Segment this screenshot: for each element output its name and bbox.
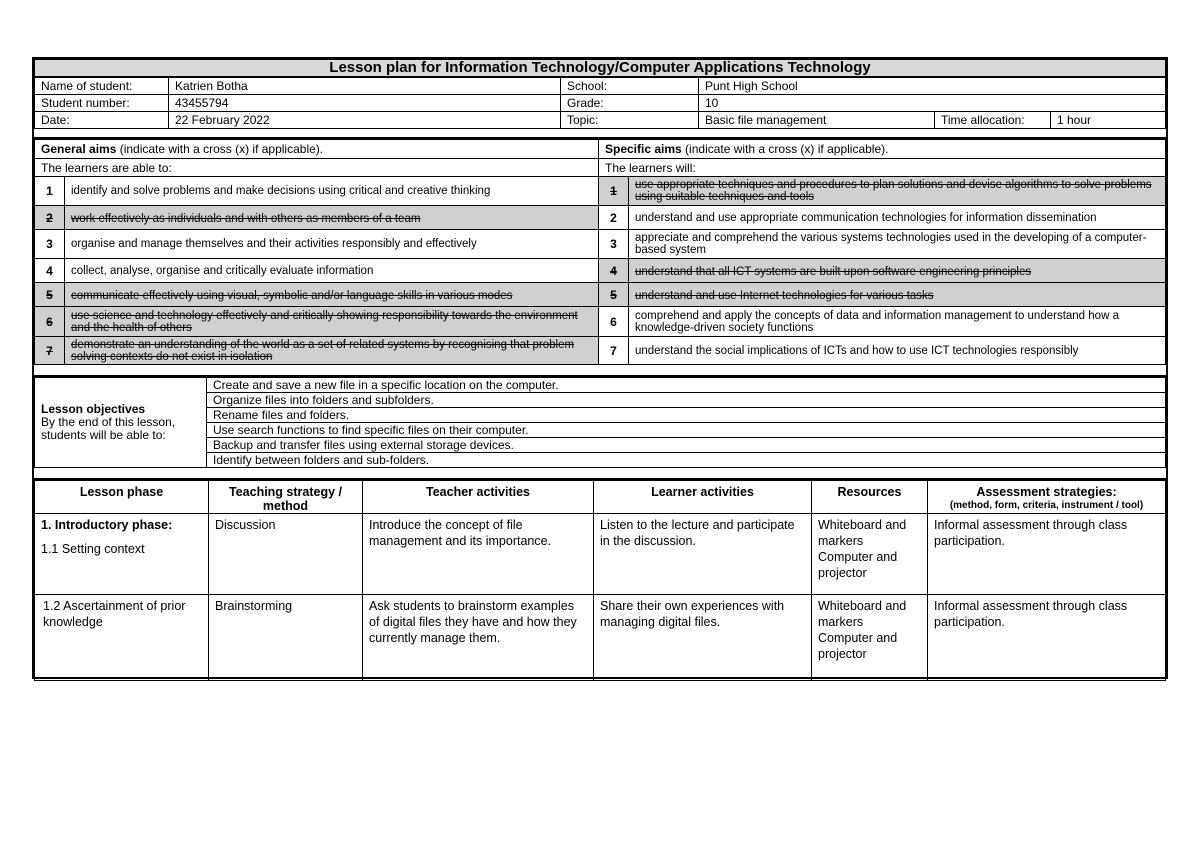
specific-aim-number: 5: [599, 283, 629, 307]
phase-title: 1. Introductory phase:: [41, 518, 173, 532]
school-value: Punt High School: [699, 77, 1166, 95]
phase-section: [34, 478, 1166, 681]
date-label: Date:: [35, 112, 169, 129]
general-aim-number: 1: [35, 177, 65, 206]
specific-aim-cell: [629, 283, 1166, 307]
general-aim-cell: [65, 337, 599, 365]
specific-aim-cell: [629, 307, 1166, 337]
strategy-cell: Discussion: [209, 514, 363, 595]
general-aim-cell: [65, 307, 599, 337]
general-aim-text: organise and manage themselves and their activities responsibly and effectively: [65, 230, 599, 259]
time-value: 1 hour: [1051, 112, 1166, 129]
date-value: 22 February 2022: [169, 112, 561, 129]
general-aims-heading: General aims (indicate with a cross (x) if applicable).: [35, 140, 599, 159]
general-aim-text: collect, analyse, organise and critically evaluate information: [65, 259, 599, 283]
assessment-subtitle: (method, form, criteria, instrument / tool): [949, 500, 1144, 511]
general-aim-number: 6: [35, 307, 65, 337]
name-value: Katrien Botha: [169, 77, 561, 95]
specific-aim-number: 6: [599, 307, 629, 337]
teacher-activity-cell: Ask students to brainstorm examples of digital files they have and how they currently manage them.: [363, 595, 594, 681]
general-aim-cell: [65, 206, 599, 230]
header-lesson-phase: Lesson phase: [35, 481, 209, 514]
topic-label: Topic:: [561, 112, 699, 129]
header-assessment: [928, 481, 1166, 514]
number-label: Student number:: [35, 95, 169, 112]
specific-aims-heading: Specific aims (indicate with a cross (x) if applicable).: [599, 140, 1166, 159]
specific-aim-cell: [629, 177, 1166, 206]
objectives-section: [34, 375, 1166, 468]
general-aim-text: communicate effectively using visual, symbolic and/or language skills in various modes: [71, 289, 513, 302]
specific-aim-number: 4: [599, 259, 629, 283]
objective-item: Create and save a new file in a specific location on the computer.: [207, 378, 1166, 393]
objectives-label: [35, 378, 207, 468]
name-label: Name of student:: [35, 77, 169, 95]
resources-cell: Whiteboard and markers Computer and projector: [812, 514, 928, 595]
general-aim-number: 2: [35, 206, 65, 230]
specific-aim-text: understand and use Internet technologies for various tasks: [635, 289, 934, 302]
topic-value: Basic file management: [699, 112, 935, 129]
school-label: School:: [561, 77, 699, 95]
table-row: [35, 514, 1166, 595]
specific-aim-number: 2: [599, 206, 629, 230]
strategy-cell: Brainstorming: [209, 595, 363, 681]
time-label: Time allocation:: [935, 112, 1051, 129]
grade-label: Grade:: [561, 95, 699, 112]
phase-cell: [35, 595, 209, 681]
specific-aim-number: 1: [599, 177, 629, 206]
phase-cell: [35, 514, 209, 595]
general-aim-cell: [65, 283, 599, 307]
header-teaching-strategy: Teaching strategy / method: [209, 481, 363, 514]
specific-aim-number: 7: [599, 337, 629, 365]
specific-aim-number: 3: [599, 230, 629, 259]
objectives-heading: Lesson objectives: [41, 402, 146, 416]
header-learner-activities: Learner activities: [594, 481, 812, 514]
assessment-cell: Informal assessment through class participation.: [928, 595, 1166, 681]
teacher-activity-cell: Introduce the concept of file management and its importance.: [363, 514, 594, 595]
general-aim-text: work effectively as individuals and with others as members of a team: [71, 212, 421, 225]
specific-aim-text: use appropriate techniques and procedures to plan solutions and devise algorithms to solve problems using suitable techniques and tools: [635, 179, 1152, 203]
lesson-plan-document: [32, 57, 1168, 679]
general-aim-text: identify and solve problems and make decisions using critical and creative thinking: [65, 177, 599, 206]
number-value: 43455794: [169, 95, 561, 112]
general-aim-text: demonstrate an understanding of the world as a set of related systems by recognising that problem solving contexts do not exist in isolation: [71, 338, 575, 363]
header-section: [34, 59, 1166, 129]
specific-aim-text: understand that all ICT systems are built upon software engineering principles: [635, 265, 1032, 278]
header-teacher-activities: Teacher activities: [363, 481, 594, 514]
objective-item: Use search functions to find specific files on their computer.: [207, 423, 1166, 438]
specific-aim-text: comprehend and apply the concepts of data and information management to understand how a knowledge-driven society functions: [635, 309, 1119, 334]
phase-subtitle: 1.1 Setting context: [41, 542, 145, 556]
learner-activity-cell: Share their own experiences with managing digital files.: [594, 595, 812, 681]
general-aim-number: 7: [35, 337, 65, 365]
specific-aim-cell: [629, 259, 1166, 283]
specific-aim-text: understand and use appropriate communication technologies for information dissemination: [629, 206, 1166, 230]
general-aim-number: 5: [35, 283, 65, 307]
general-aim-text: use science and technology effectively and critically showing responsibility towards the environment and the health of others: [71, 309, 578, 334]
grade-value: 10: [699, 95, 1166, 112]
objective-item: Identify between folders and sub-folders.: [207, 453, 1166, 468]
specific-aim-cell: [629, 230, 1166, 259]
header-resources: Resources: [812, 481, 928, 514]
assessment-title: Assessment strategies:: [976, 485, 1117, 499]
specific-aim-text: understand the social implications of ICTs and how to use ICT technologies responsibly: [629, 337, 1166, 365]
learner-activity-cell: Listen to the lecture and participate in the discussion.: [594, 514, 812, 595]
general-aim-number: 3: [35, 230, 65, 259]
objective-item: Organize files into folders and subfolders.: [207, 393, 1166, 408]
objective-item: Rename files and folders.: [207, 408, 1166, 423]
assessment-cell: Informal assessment through class participation.: [928, 514, 1166, 595]
phase-subtitle: 1.2 Ascertainment of prior knowledge: [43, 599, 186, 629]
table-row: [35, 595, 1166, 681]
resources-cell: Whiteboard and markers Computer and projector: [812, 595, 928, 681]
specific-aims-intro: The learners will:: [599, 159, 1166, 177]
objectives-intro: By the end of this lesson, students will be able to:: [41, 415, 176, 442]
aims-section: [34, 137, 1166, 365]
general-aim-number: 4: [35, 259, 65, 283]
specific-aim-text: appreciate and comprehend the various systems technologies used in the developing of a computer-based system: [635, 232, 1147, 256]
objective-item: Backup and transfer files using external storage devices.: [207, 438, 1166, 453]
page-title: Lesson plan for Information Technology/Computer Applications Technology: [35, 60, 1166, 78]
general-aims-intro: The learners are able to:: [35, 159, 599, 177]
